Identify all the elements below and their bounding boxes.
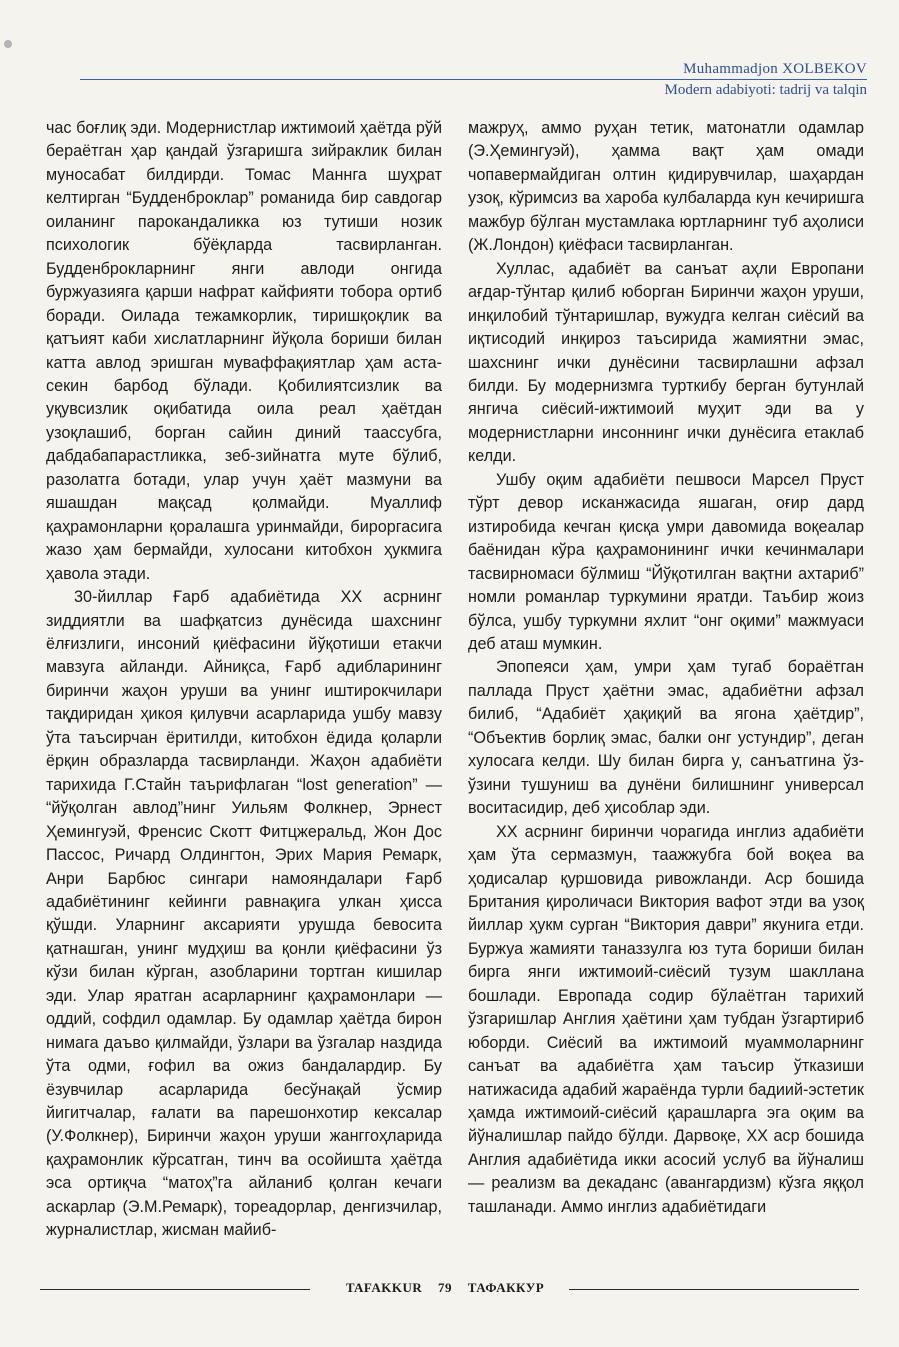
right-paragraph-2: Хуллас, адабиёт ва санъат аҳли Европани ағдар-тўнтар қилиб юборган Биринчи жаҳон уруши, инқилобий тўнтаришлар, вужудга келган сиёсий ва иқтисодий инқироз таъсирида жамиятни эмас, шахснинг ички дунёсини тасвирлашни афзал билди. Бу модернизмга турткибу берган бутунлай янгича сиёсий-ижтимоий муҳит эди ва у модернистларни инсоннинг ички дунёсига етаклаб келди. (468, 259, 864, 466)
left-column (46, 117, 442, 1243)
left-paragraph-2: 30-йиллар Ғарб адабиётида XX асрнинг зиддиятли ва шафқатсиз дунёсида шахснинг ёлғизлиги, инсоний қиёфасини йўқотиши етакчи мавзуга айланди. Айниқса, Ғарб адибларининг биринчи жаҳон уруши ва унинг иштирокчилари тақдиридан ҳикоя қилувчи асарларида ушбу мавзу ўта таъсирчан ёритилди, китобхон ёдида қоларли ёрқин образларда тасвирланди. Жаҳон адабиёти тарихида Г.Стайн таърифлаган “lost generation” — “йўқолган авлод”нинг Уильям Фолкнер, Эрнест Ҳемингуэй, Френсис Скотт Фитцжеральд, Жон Дос Пассос, Ричард Олдингтон, Эрих Мария Ремарк, Анри Барбюс сингари намояндалари Ғарб адабиётининг кейинги равнақига улкан ҳисса қўшди. Уларнинг аксарияти урушда бевосита қатнашган, унинг мудҳиш ва қонли қиёфасини ўз кўзи билан кўрган, азобларини тортган кишилар эди. Улар яратган асарларнинг қаҳрамонлари — оддий, софдил одамлар. Бу одамлар ҳаётда бирон нимага даъво қилмайди, ўзлари ва ўзгалар наздида ўта одми, ғофил ва ожиз бандалардир. Бу ёзувчилар асарларида бесўнақай ўсмир йигитчалар, ғалати ва парешонхотир кексалар (У.Фолкнер), Биринчи жаҳон уруши жанггоҳларида қаҳрамонлик кўрсатган, тинч ва осойишта ҳаётда эса ортиқча “матоҳ”га айланиб қолган кечаги аскарлар (Э.М.Ремарк), тореадорлар, денгизчилар, журналистлар, жисман майиб- (46, 588, 442, 1240)
footer-journal-cyrillic: ТАФАККУР (467, 1280, 545, 1295)
page-footer (40, 1280, 859, 1300)
page-number: 79 (438, 1280, 453, 1295)
footer-center (320, 1280, 570, 1296)
footer-journal-latin: TAFAKKUR (345, 1280, 423, 1295)
scan-spot (4, 40, 12, 48)
right-paragraph-4: Эпопеяси ҳам, умри ҳам тугаб бораётган паллада Пруст ҳаётни эмас, адабиётни афзал билиб, “Адабиёт ҳақиқий ва ягона ҳаётдир”, “Объектив борлиқ эмас, балки онг устундир”, деган хулосага келди. Шу билан бирга у, санъатгина ўз-ўзини тушуниш ва дунёни билишнинг универсал воситасидир, деб ҳисоблар эди. (468, 658, 864, 818)
footer-rule-right (569, 1289, 859, 1290)
running-header (80, 60, 867, 99)
right-paragraph-3: Ушбу оқим адабиёти пешвоси Марсел Пруст тўрт девор исканжасида яшаган, оғир дард изтиробида кечган қисқа умри давомида воқеалар баёнидан кўра қаҳрамонининг ички кечинмалари тасвирномаси бўлмиш “Йўқотилган вақтни ахтариб” номли романлар туркумини яратди. Таъбир жоиз бўлса, ушбу туркумни яхлит “онг оқими” мажмуаси деб аташ мумкин. (468, 470, 864, 653)
left-paragraph-1: час боғлиқ эди. Модернистлар ижтимоий ҳаётда рўй бераётган ҳар қандай ўзгаришга зийраклик билан муносабат билдирди. Томас Маннга шуҳрат келтирган “Будденброклар” романида бир савдогар оиланинг парокандаликка юз тутиши нозик психологик бўёқларда тасвирланган. Будденброкларнинг янги авлоди онгида буржуазияга қарши нафрат кайфияти тобора ортиб боради. Оилада тежамкорлик, тиришқоқлик ва қатъият каби хислатларнинг йўқола бориши билан катта авлод эришган муваффақиятлар ҳам аста-секин барбод бўлади. Қобилиятсизлик ва уқувсизлик оқибатида оила реал ҳаётдан узоқлашиб, борган сайин диний таассубга, дабдабапарастликка, зеб-зийнатга муте бўлиб, разолатга ботади, улар учун ҳаёт мазмуни ва яшашдан мақсад қолмайди. Муаллиф қаҳрамонларни қоралашга уринмайди, бироргасига жазо ҳам бермайди, хулосани китобхон ҳукмига ҳавола этади. (46, 119, 442, 583)
footer-rule-left (40, 1289, 310, 1290)
header-author: Muhammadjon XOLBEKOV (683, 61, 867, 77)
right-column (468, 117, 864, 1219)
right-paragraph-1: мажруҳ, аммо руҳан тетик, матонатли одамлар (Э.Ҳемингуэй), ҳамма вақт ҳам омади чопавермайдиган олтин қидирувчилар, шаҳардан узоқ, кўримсиз ва хароба кулбаларда кун кечиришга мажбур бўлган мустамлака юртларнинг туб аҳолиси (Ж.Лондон) қиёфаси тасвирланган. (468, 119, 864, 255)
header-subtitle: Modern adabiyoti: tadrij va talqin (664, 82, 867, 98)
right-paragraph-5: XX асрнинг биринчи чорагида инглиз адабиёти ҳам ўта сермазмун, таажжубга бой воқеа ва ҳодисалар қуршовида ривожланди. Аср бошида Британия қироличаси Виктория вафот этди ва узоқ йиллар ҳукм сурган “Виктория даври” якунига етди. Буржуа жамияти таназзулга юз тута бориши билан бирга янги ижтимоий-сиёсий тузум шаклланa бошлади. Европада содир бўлаётган тарихий ўзгаришлар Англия ҳаётини ҳам тубдан ўзгартириб юборди. Сиёсий ва ижтимоий муаммоларнинг санъат ва адабиётга ҳам таъсир ўтказиши натижасида адабий жараёнда турли бадиий-эстетик ҳамда ижтимоий-сиёсий қарашларга эга оқим ва йўналишлар пайдо бўлди. Дарвоқе, XX аср бошида Англия адабиётида икки асосий услуб ва йўналиш — реализм ва декаданс (авангардизм) кўзга яққол ташланади. Аммо инглиз адабиётидаги (468, 822, 864, 1216)
header-rule (80, 79, 867, 80)
